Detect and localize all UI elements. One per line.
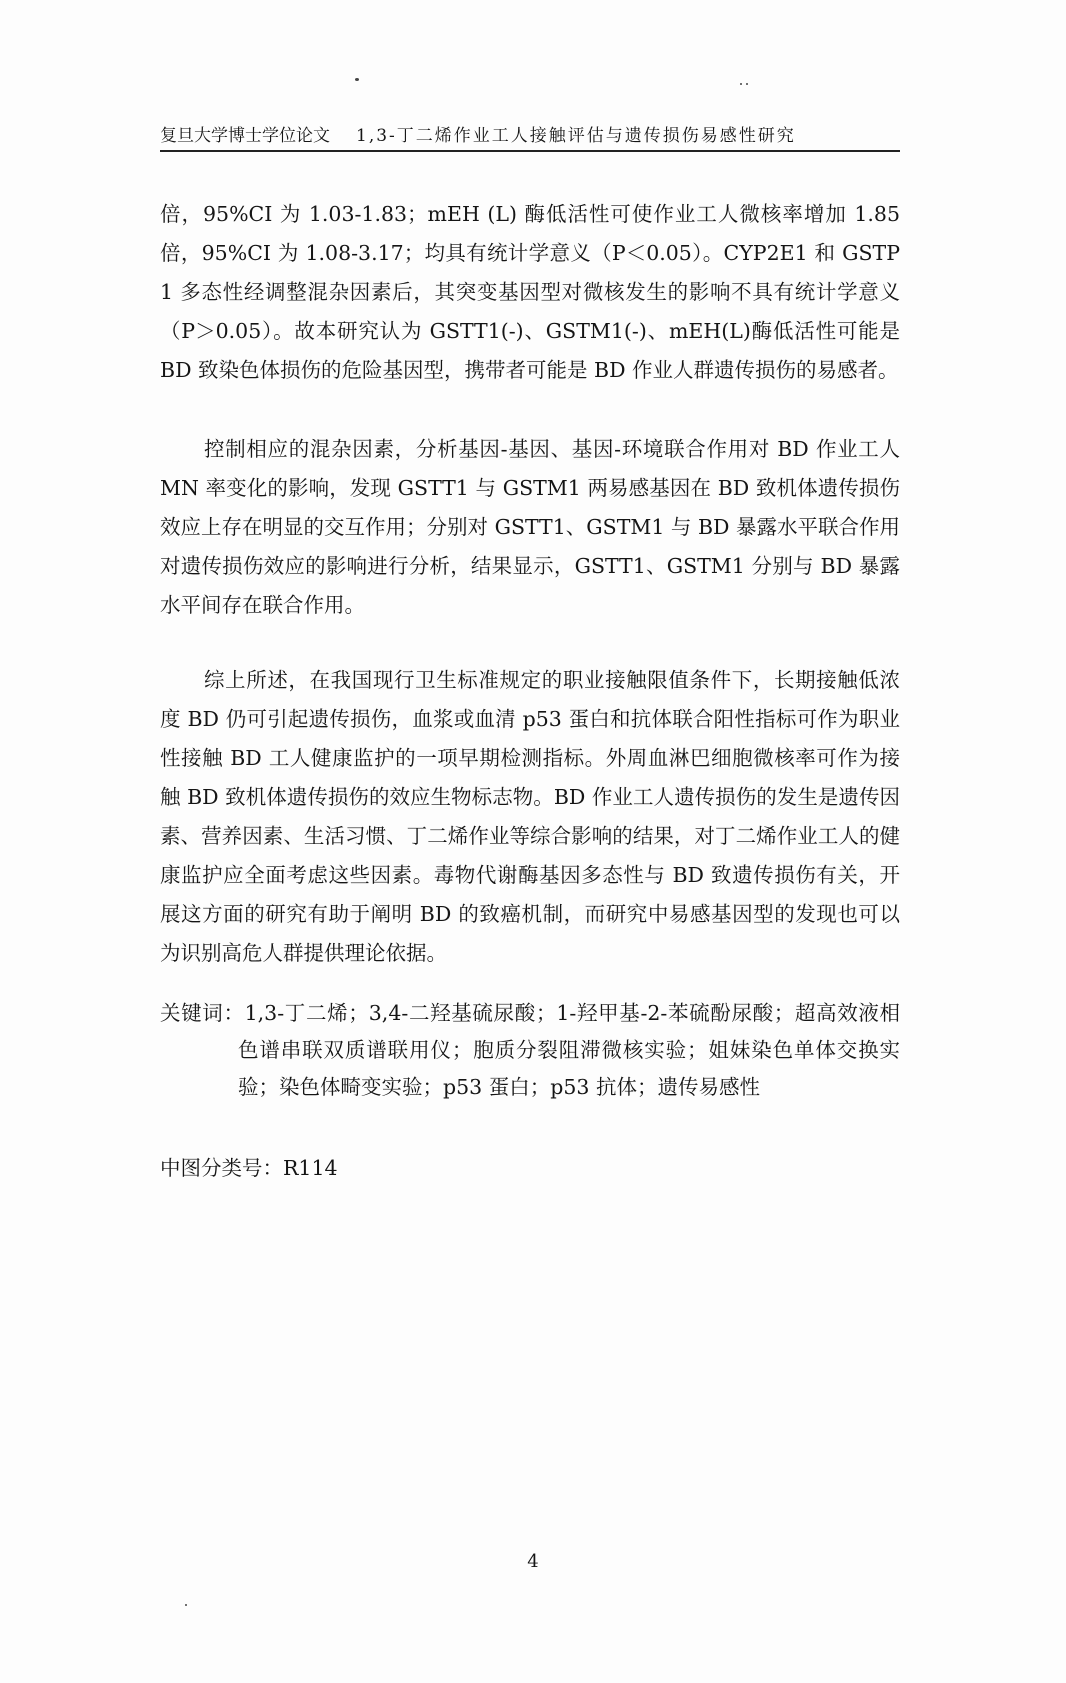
paragraph-1: 倍，95%CI 为 1.03-1.83；mEH (L) 酶低活性可使作业工人微核率增加 1.85 倍，95%CI 为 1.08-3.17；均具有统计学意义（P＜0.05）。CYP2E1 和 GSTP1 多态性经调整混杂因素后，其突变基因型对微核发生的影响不具有统计学意义（P＞0.05）。故本研究认为 GSTT1(-)、GSTM1(-)、mEH(L)酶低活性可能是 BD 致染色体损伤的危险基因型，携带者可能是 BD 作业人群遗传损伤的易感者。 [160,202,900,382]
paragraph-3: 综上所述，在我国现行卫生标准规定的职业接触限值条件下，长期接触低浓度 BD 仍可引起遗传损伤，血浆或血清 p53 蛋白和抗体联合阳性指标可作为职业性接触 BD 工人健康监护的一项早期检测指标。外周血淋巴细胞微核率可作为接触 BD 致机体遗传损伤的效应生物标志物。BD 作业工人遗传损伤的发生是遗传因素、营养因素、生活习惯、丁二烯作业等综合影响的结果，对丁二烯作业工人的健康监护应全面考虑这些因素。毒物代谢酶基因多态性与 BD 致遗传损伤有关，开展这方面的研究有助于阐明 BD 的致癌机制，而研究中易感基因型的发现也可以为识别高危人群提供理论依据。 [160,668,900,965]
scan-speck [740,83,742,85]
keywords [160,995,900,1106]
scan-speck [185,1604,187,1606]
header-title: 1,3-丁二烯作业工人接触评估与遗传损伤易感性研究 [356,126,796,146]
keywords-text: 1,3-丁二烯；3,4-二羟基硫尿酸；1-羟甲基-2-苯硫酚尿酸；超高效液相色谱串联双质谱联用仪；胞质分裂阻滞微核实验；姐妹染色单体交换实验；染色体畸变实验；p53 蛋白；p53 抗体；遗传易感性 [238,1001,901,1099]
page-number: 4 [527,1551,539,1572]
scan-speck [746,83,748,85]
scan-speck [355,78,359,81]
abstract-body [160,195,900,1009]
classification-number: 中图分类号：R114 [160,1156,338,1180]
keywords-label: 关键词： [160,1001,245,1025]
running-header [160,124,900,152]
paragraph-2: 控制相应的混杂因素，分析基因-基因、基因-环境联合作用对 BD 作业工人 MN 率变化的影响，发现 GSTT1 与 GSTM1 两易感基因在 BD 致机体遗传损伤效应上存在明显的交互作用；分别对 GSTT1、GSTM1 与 BD 暴露水平联合作用对遗传损伤效应的影响进行分析，结果显示，GSTT1、GSTM1 分别与 BD 暴露水平间存在联合作用。 [160,437,900,617]
header-university: 复旦大学博士学位论文 [160,126,330,146]
